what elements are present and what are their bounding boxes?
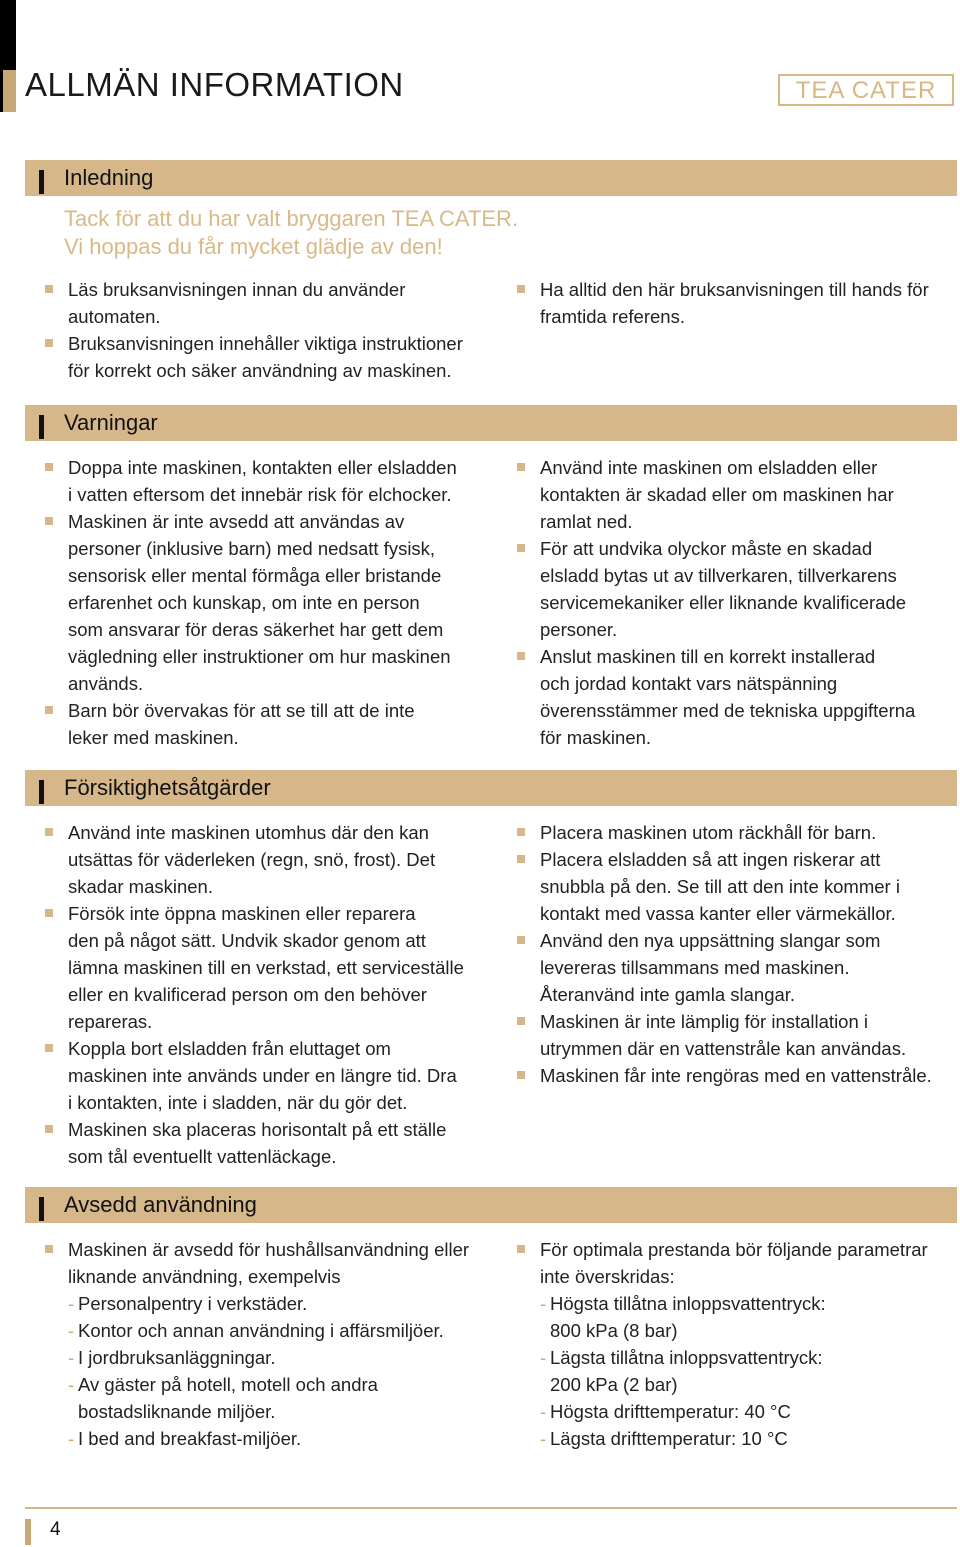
sub-list-item [68,1290,495,1317]
text-line: maskinen inte används under en längre tid. Dra [68,1065,457,1086]
item-text [540,849,900,924]
sub-list-item [540,1425,957,1452]
dash-icon: - [540,1293,547,1314]
list-item [497,1062,957,1089]
text-line: leker med maskinen. [68,727,239,748]
item-text [68,511,451,694]
item-text [68,457,457,505]
section-marker [39,1197,44,1221]
text-line: Läs bruksanvisningen innan du använder [68,279,406,300]
text-line: Placera maskinen utom räckhåll för barn. [540,822,877,843]
list-item [497,1008,957,1062]
varningar-left-list [25,454,495,751]
text-line: I jordbruksanläggningar. [78,1347,276,1368]
text-line: erfarenhet och kunskap, om inte en person [68,592,420,613]
item-text [68,700,415,748]
bullet-square-icon [517,463,525,471]
dash-icon: - [540,1401,547,1422]
sub-list-item [68,1344,495,1371]
forsiktighet-right-list [497,819,957,1089]
bullet-square-icon [45,1125,53,1133]
list-item [497,819,957,846]
text-line: servicemekaniker eller liknande kvalificerade [540,592,907,613]
text-line: Doppa inte maskinen, kontakten eller elsladden [68,457,457,478]
text-line: 800 kPa (8 bar) [550,1320,678,1341]
section-marker [39,415,44,439]
dash-icon: - [540,1428,547,1449]
text-line: Högsta tillåtna inloppsvattentryck: [550,1293,826,1314]
section-title: Försiktighetsåtgärder [64,775,271,800]
text-line: för korrekt och säker användning av maskinen. [68,360,452,381]
text-line: lämna maskinen till en verkstad, ett serviceställe [68,957,464,978]
text-line: den på något sätt. Undvik skador genom att [68,930,426,951]
section-header-inledning [25,160,957,196]
list-item [25,900,495,1035]
text-line: framtida referens. [540,306,685,327]
text-line: Koppla bort elsladden från eluttaget om [68,1038,391,1059]
list-item [497,535,957,643]
page-number: 4 [50,1519,61,1540]
bullet-square-icon [45,706,53,714]
brand-badge: TEA CATER [778,74,954,106]
sub-item-text [78,1344,495,1371]
text-line: Lägsta drifttemperatur: 10 °C [550,1428,788,1449]
intro-line: Vi hoppas du får mycket glädje av den! [64,234,443,259]
sub-list-item [540,1344,957,1398]
item-text [68,1239,469,1287]
item-text [540,1239,928,1287]
text-line: Barn bör övervakas för att se till att de inte [68,700,415,721]
text-line: i kontakten, inte i sladden, när du gör det. [68,1092,408,1113]
text-line: skadar maskinen. [68,876,213,897]
list-item [497,643,957,751]
text-line: används. [68,673,144,694]
bullet-square-icon [517,855,525,863]
text-line: och jordad kontakt vars nätspänning [540,673,838,694]
item-text [540,538,906,640]
text-line: Anslut maskinen till en korrekt installerad [540,646,876,667]
forsiktighet-left-list [25,819,495,1170]
text-line: Lägsta tillåtna inloppsvattentryck: [550,1347,823,1368]
sub-item-text [78,1317,495,1344]
text-line: 200 kPa (2 bar) [550,1374,678,1395]
item-text [540,646,915,748]
list-item [25,508,495,697]
text-line: Maskinen är inte avsedd att användas av [68,511,405,532]
sub-list-item [540,1290,957,1344]
bullet-square-icon [517,828,525,836]
text-line: personer (inklusive barn) med nedsatt fysisk, [68,538,436,559]
text-line: Maskinen ska placeras horisontalt på ett ställe [68,1119,447,1140]
bullet-square-icon [45,517,53,525]
text-line: Använd den nya uppsättning slangar som [540,930,881,951]
item-text [540,279,929,327]
bullet-square-icon [45,828,53,836]
dash-icon: - [68,1374,75,1395]
text-line: utsättas för väderleken (regn, snö, frost). Det [68,849,436,870]
text-line: överensstämmer med de tekniska uppgifterna [540,700,916,721]
list-item [497,846,957,927]
inledning-right-list [497,276,957,330]
bullet-square-icon [45,339,53,347]
sub-list-item [68,1425,495,1452]
text-line: Maskinen får inte rengöras med en vattenstråle. [540,1065,932,1086]
intro-line: Tack för att du har valt bryggaren TEA CATER. [64,206,519,231]
page-title: ALLMÄN INFORMATION [25,66,404,103]
item-text [68,822,435,897]
list-item [25,819,495,900]
sub-item-text [550,1398,957,1425]
inledning-left-list [25,276,495,384]
list-item [25,1116,495,1170]
sub-list-item [540,1398,957,1425]
text-line: För optimala prestanda bör följande parametrar [540,1239,928,1260]
list-item [497,927,957,1008]
text-line: som tål eventuellt vattenläckage. [68,1146,337,1167]
text-line: repareras. [68,1011,153,1032]
item-text [68,279,405,327]
text-line: Ha alltid den här bruksanvisningen till hands för [540,279,929,300]
footer-marker [25,1519,31,1545]
bullet-square-icon [45,909,53,917]
text-line: levereras tillsammans med maskinen. [540,957,850,978]
item-text [540,1065,932,1086]
avsedd-right-subs [497,1290,957,1452]
text-line: elsladd bytas ut av tillverkaren, tillverkarens [540,565,897,586]
dash-icon: - [540,1347,547,1368]
bullet-square-icon [45,463,53,471]
sub-item-text [78,1425,495,1452]
bullet-square-icon [45,1044,53,1052]
bullet-square-icon [517,285,525,293]
section-header-forsiktighet [25,770,957,806]
section-header-avsedd [25,1187,957,1223]
bullet-square-icon [45,1245,53,1253]
list-item [25,454,495,508]
sub-item-text [78,1371,495,1425]
sub-item-text [550,1425,957,1452]
text-line: Försök inte öppna maskinen eller reparera [68,903,416,924]
text-line: automaten. [68,306,161,327]
dash-icon: - [68,1293,75,1314]
text-line: Placera elsladden så att ingen riskerar att [540,849,881,870]
bullet-square-icon [517,1071,525,1079]
text-line: Använd inte maskinen utomhus där den kan [68,822,429,843]
section-title: Inledning [64,165,154,190]
item-text [68,903,464,1032]
bullet-square-icon [517,936,525,944]
sub-item-text [550,1344,957,1398]
section-marker [39,170,44,194]
item-text [68,1038,457,1113]
sub-item-text [550,1290,957,1344]
item-text [68,333,463,381]
list-item [25,1236,495,1290]
section-title: Varningar [64,410,158,435]
bullet-square-icon [517,1245,525,1253]
text-line: i vatten eftersom det innebär risk för elchocker. [68,484,452,505]
bullet-square-icon [517,1017,525,1025]
text-line: Maskinen är avsedd för hushållsanvändning eller [68,1239,470,1260]
dash-icon: - [68,1428,75,1449]
avsedd-right-block [497,1236,957,1452]
text-line: utrymmen där en vattenstråle kan användas. [540,1038,907,1059]
list-item [25,697,495,751]
dash-icon: - [68,1347,75,1368]
intro-text [64,205,518,261]
bullet-square-icon [517,652,525,660]
dash-icon: - [68,1320,75,1341]
text-line: bostadsliknande miljöer. [78,1401,276,1422]
text-line: Av gäster på hotell, motell och andra [78,1374,378,1395]
item-text [540,822,876,843]
bullet-square-icon [45,285,53,293]
text-line: snubbla på den. Se till att den inte kommer i [540,876,900,897]
text-line: personer. [540,619,618,640]
list-item [497,454,957,535]
sub-list-item [68,1371,495,1425]
text-line: Kontor och annan användning i affärsmiljöer. [78,1320,444,1341]
sub-list-item [68,1317,495,1344]
avsedd-left-subs [25,1290,495,1452]
text-line: Använd inte maskinen om elsladden eller [540,457,878,478]
text-line: sensorisk eller mental förmåga eller bristande [68,565,442,586]
footer-rule [25,1507,957,1509]
text-line: vägledning eller instruktioner om hur maskinen [68,646,451,667]
text-line: inte överskridas: [540,1266,675,1287]
text-line: som ansvarar för deras säkerhet har gett dem [68,619,444,640]
sub-item-text [78,1290,495,1317]
text-line: För att undvika olyckor måste en skadad [540,538,873,559]
text-line: för maskinen. [540,727,652,748]
section-marker [39,780,44,804]
avsedd-left-block [25,1236,495,1452]
top-gold-accent [3,70,16,112]
item-text [540,930,880,1005]
varningar-right-list [497,454,957,751]
text-line: Högsta drifttemperatur: 40 °C [550,1401,791,1422]
section-title: Avsedd användning [64,1192,257,1217]
text-line: Maskinen är inte lämplig för installation i [540,1011,869,1032]
list-item [25,330,495,384]
text-line: ramlat ned. [540,511,633,532]
section-header-varningar [25,405,957,441]
text-line: I bed and breakfast-miljöer. [78,1428,302,1449]
text-line: Personalpentry i verkstäder. [78,1293,308,1314]
list-item [25,1035,495,1116]
text-line: eller en kvalificerad person om den behöver [68,984,427,1005]
item-text [540,457,894,532]
text-line: Återanvänd inte gamla slangar. [540,984,796,1005]
text-line: kontakten är skadad eller om maskinen har [540,484,894,505]
list-item [497,276,957,330]
list-item [25,276,495,330]
text-line: Bruksanvisningen innehåller viktiga instruktioner [68,333,463,354]
text-line: kontakt med vassa kanter eller värmekällor. [540,903,896,924]
item-text [540,1011,906,1059]
item-text [68,1119,446,1167]
text-line: liknande användning, exempelvis [68,1266,341,1287]
bullet-square-icon [517,544,525,552]
list-item [497,1236,957,1290]
